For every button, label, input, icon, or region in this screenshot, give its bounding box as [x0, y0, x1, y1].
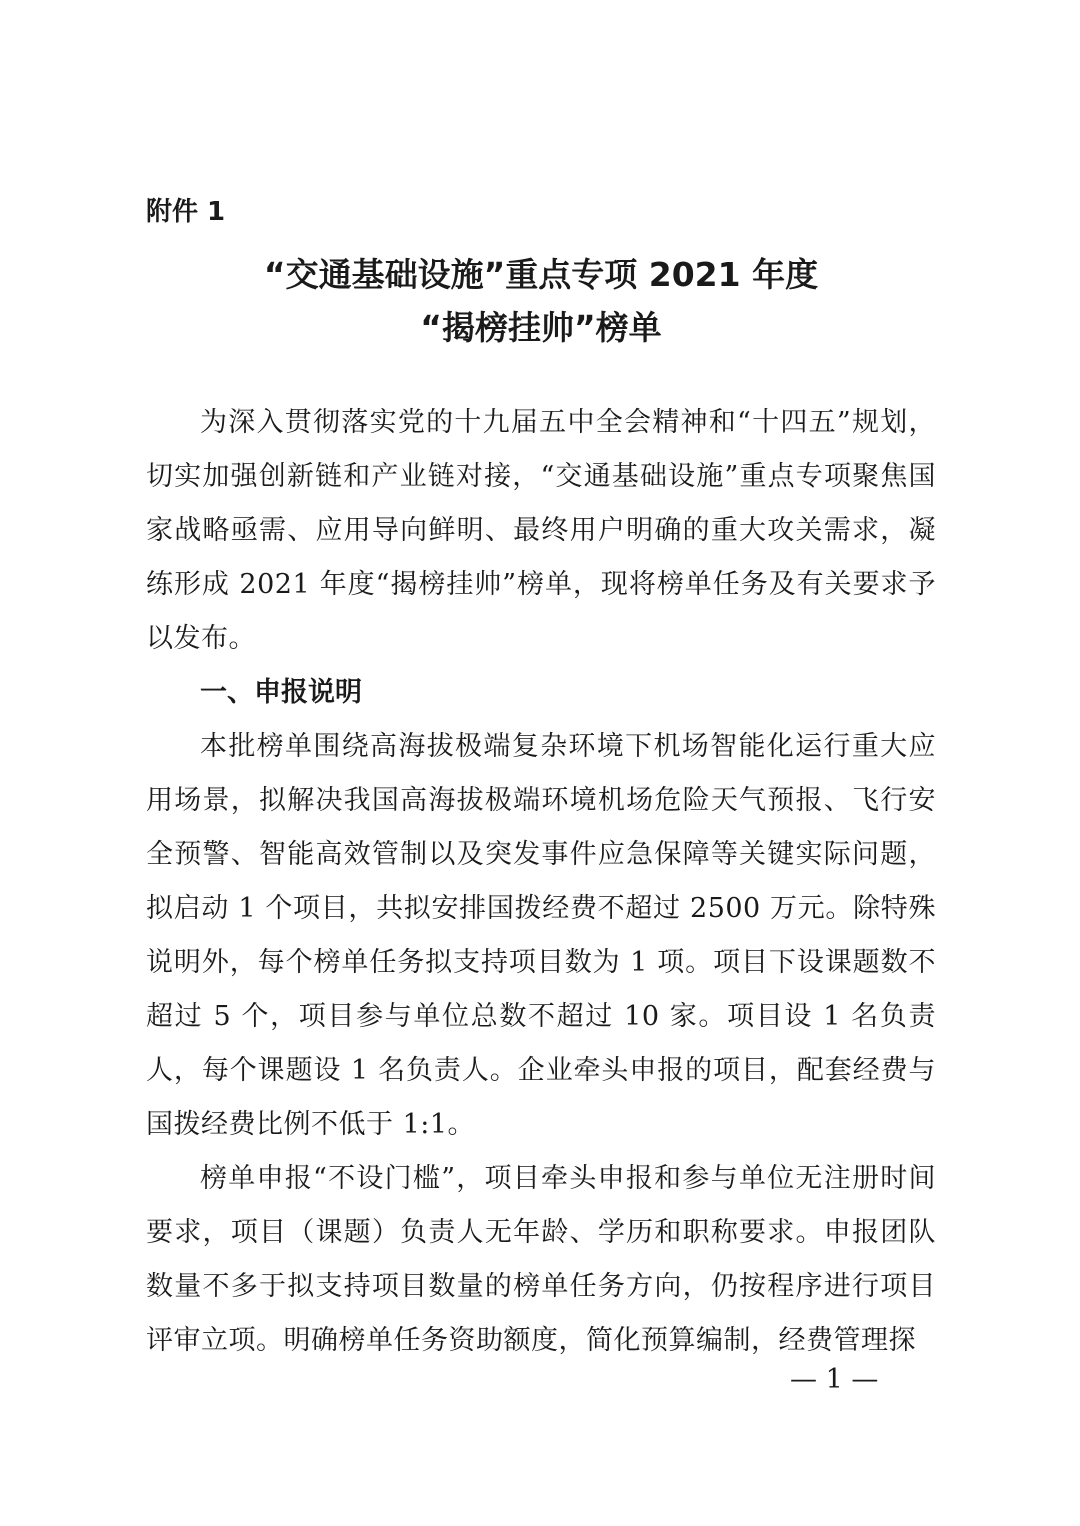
- page-number: — 1 —: [790, 1364, 879, 1395]
- section-paragraph-1: 本批榜单围绕高海拔极端复杂环境下机场智能化运行重大应用场景，拟解决我国高海拔极端环境机场危险天气预报、飞行安全预警、智能高效管制以及突发事件应急保障等关键实际问题，拟启动 1 个项目，共拟安排国拨经费不超过 2500 万元。除特殊说明外，每个榜单任务拟支持项目数为 1 项。项目下设课题数不超过 5 个，项目参与单位总数不超过 10 家。项目设 1 名负责人，每个课题设 1 名负责人。企业牵头申报的项目，配套经费与国拨经费比例不低于 1:1。: [146, 731, 936, 1140]
- section-paragraph-2: 榜单申报“不设门槛”，项目牵头申报和参与单位无注册时间要求，项目（课题）负责人无年龄、学历和职称要求。申报团队数量不多于拟支持项目数量的榜单任务方向，仍按程序进行项目评审立项。明确榜单任务资助额度，简化预算编制，经费管理探: [146, 1163, 936, 1356]
- attachment-label: 附件 1: [146, 197, 226, 227]
- document-title-line-1: “交通基础设施”重点专项 2021 年度: [263, 255, 819, 294]
- intro-paragraph: 为深入贯彻落实党的十九届五中全会精神和“十四五”规划，切实加强创新链和产业链对接，“交通基础设施”重点专项聚焦国家战略亟需、应用导向鲜明、最终用户明确的重大攻关需求，凝练形成 2021 年度“揭榜挂帅”榜单，现将榜单任务及有关要求予以发布。: [146, 407, 936, 654]
- section-heading: 一、申报说明: [200, 677, 362, 708]
- document-body: [146, 396, 936, 1368]
- document-title-line-2: “揭榜挂帅”榜单: [420, 308, 662, 347]
